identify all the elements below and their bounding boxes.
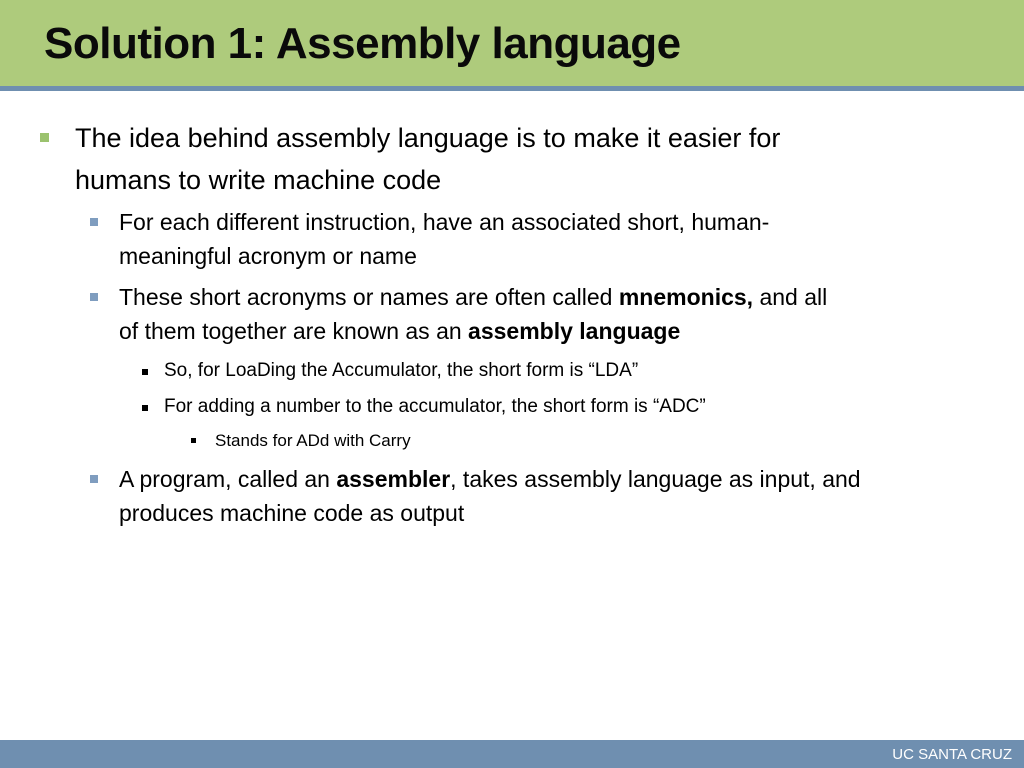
title-divider [0, 86, 1024, 91]
bullet-text-line [119, 314, 680, 348]
bullet-text-line: So, for LoaDing the Accumulator, the short form is “LDA” [164, 360, 639, 381]
slide-title: Solution 1: Assembly language [44, 19, 681, 68]
square-bullet-icon [191, 438, 196, 443]
text-run: of them together are known as an [119, 318, 469, 344]
bullet-text-line: For adding a number to the accumulator, the short form is “ADC” [164, 396, 706, 417]
footer-institution: UC SANTA CRUZ [892, 746, 1012, 763]
bullet-text-line: humans to write machine code [75, 165, 442, 195]
bullet-text-line: meaningful acronym or name [119, 243, 417, 269]
footer-bar [0, 740, 1024, 768]
text-run: , takes assembly language as input, and [450, 466, 861, 492]
term-mnemonics: mnemonics, [618, 284, 754, 310]
square-bullet-icon [40, 133, 49, 142]
text-run: These short acronyms or names are often called [119, 284, 619, 310]
bullet-text-line: produces machine code as output [119, 500, 465, 526]
text-run: and all [753, 284, 828, 310]
square-bullet-icon [142, 405, 148, 411]
bullet-text-line [119, 462, 861, 496]
term-assembly-language: assembly language [468, 318, 681, 344]
term-assembler: assembler [336, 466, 451, 492]
bullet-text-line: The idea behind assembly language is to make it easier for [75, 123, 781, 153]
text-run: A program, called an [119, 466, 337, 492]
square-bullet-icon [90, 293, 98, 301]
square-bullet-icon [142, 369, 148, 375]
square-bullet-icon [90, 218, 98, 226]
bullet-text-line [119, 280, 827, 314]
square-bullet-icon [90, 475, 98, 483]
bullet-text-line: For each different instruction, have an associated short, human- [119, 209, 770, 235]
bullet-text-line: Stands for ADd with Carry [215, 431, 411, 450]
